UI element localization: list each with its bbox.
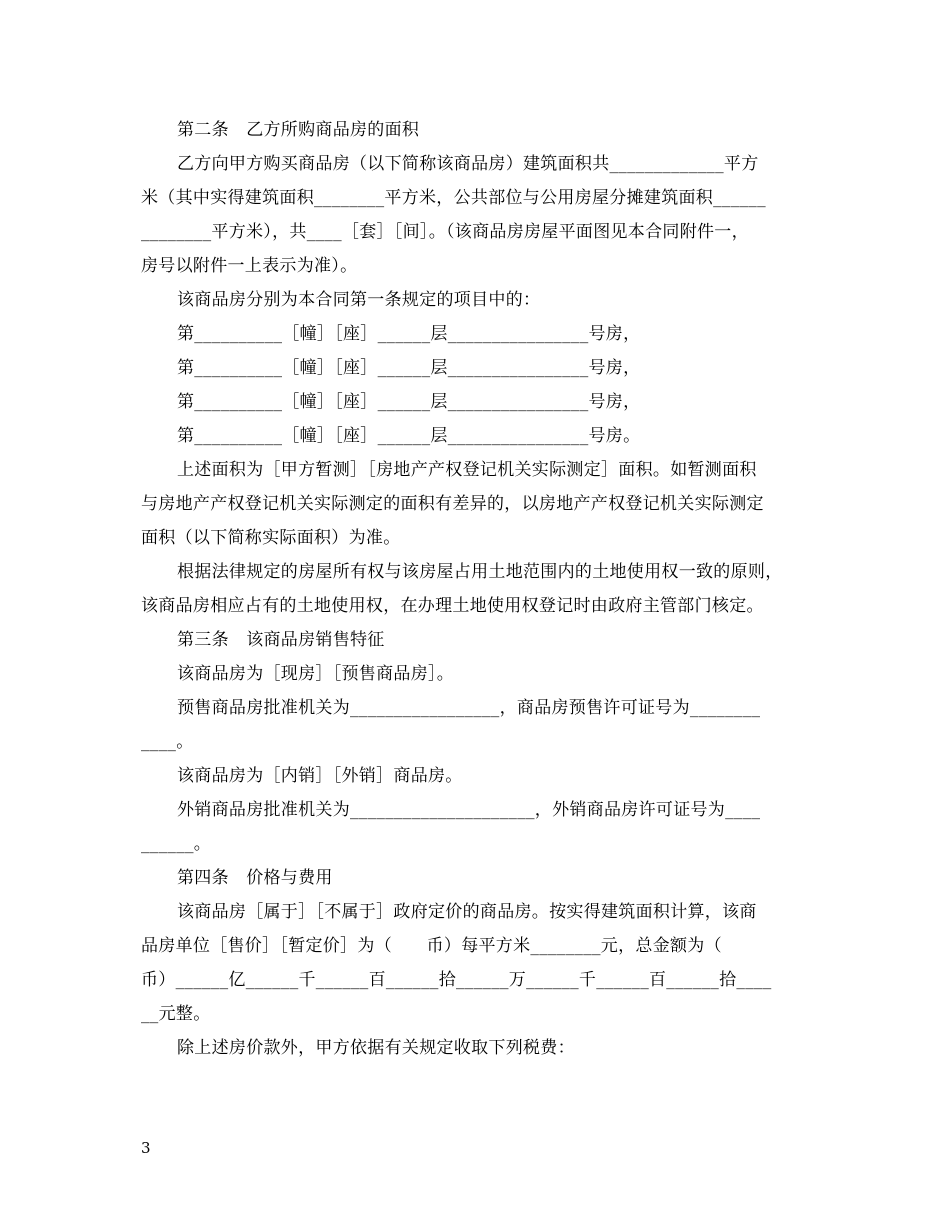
text-line: ________平方米），共____［套］［间］。（该商品房房屋平面图见本合同附件一， [141,222,749,242]
text-line: 乙方向甲方购买商品房（以下简称该商品房）建筑面积共_____________平方 [177,154,759,174]
room-line: 第__________［幢］［座］______层________________号房， [177,392,641,412]
text-line: 根据法律规定的房屋所有权与该房屋占用土地范围内的土地使用权一致的原则， [177,562,783,582]
text-line: 上述面积为［甲方暂测］［房地产产权登记机关实际测定］面积。如暂测面积 [177,460,757,480]
text-line: 该商品房［属于］［不属于］政府定价的商品房。按实得建筑面积计算，该商 [177,902,757,922]
text-line: 该商品房相应占有的土地使用权，在办理土地使用权登记时由政府主管部门核定。 [141,596,764,616]
room-line: 第__________［幢］［座］______层________________号房， [177,358,641,378]
room-line: 第__________［幢］［座］______层________________号房。 [177,426,641,446]
text-line: 与房地产产权登记机关实际测定的面积有差异的，以房地产产权登记机关实际测定 [141,494,764,514]
text-line: 该商品房为［现房］［预售商品房］。 [177,664,455,684]
article-2-heading: 第二条 乙方所购商品房的面积 [177,120,420,140]
article-3-heading: 第三条 该商品房销售特征 [177,630,385,650]
room-line: 第__________［幢］［座］______层________________号房， [177,324,641,344]
text-line: ____。 [141,732,194,752]
text-line: 米（其中实得建筑面积________平方米，公共部位与公用房屋分摊建筑面积______ [141,188,766,208]
article-4-heading: 第四条 价格与费用 [177,868,333,888]
page-number: 3 [141,1139,151,1157]
text-line: 品房单位［售价］［暂定价］为（ 币）每平方米________元，总金额为（ [141,936,722,956]
text-line: 预售商品房批准机关为_________________，商品房预售许可证号为________ [177,698,761,718]
text-line: 币）______亿______千______百______拾______万______千______百______拾____ [141,970,772,990]
text-line: ______。 [141,834,212,854]
text-line: 该商品房分别为本合同第一条规定的项目中的： [177,290,541,310]
text-line: 房号以附件一上表示为准）。 [141,256,358,276]
text-line: 外销商品房批准机关为_____________________，外销商品房许可证号为____ [177,800,761,820]
text-line: __元整。 [141,1004,211,1024]
text-line: 面积（以下简称实际面积）为准。 [141,528,401,548]
text-line: 除上述房价款外，甲方依据有关规定收取下列税费： [177,1038,575,1058]
text-line: 该商品房为［内销］［外销］商品房。 [177,766,463,786]
